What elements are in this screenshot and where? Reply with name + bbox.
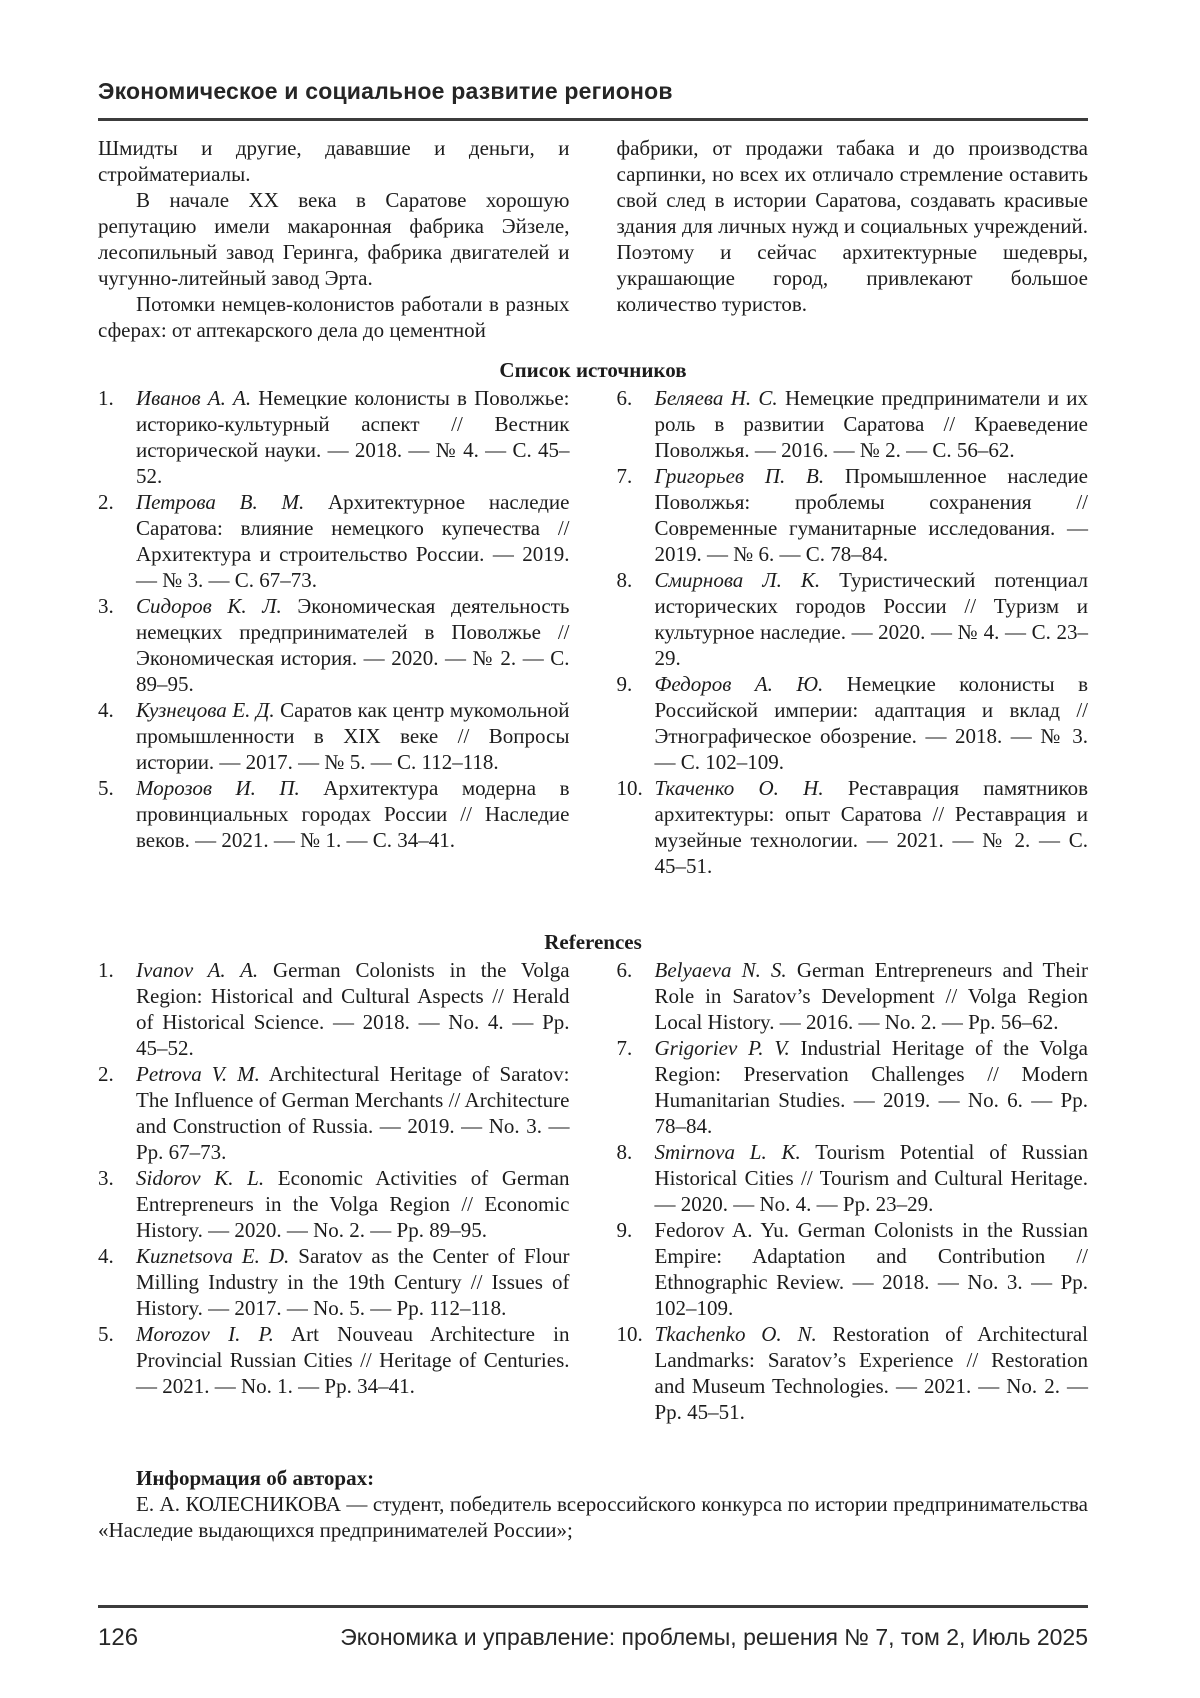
reference-number: 5. — [98, 1322, 114, 1346]
reference-body — [655, 775, 1089, 879]
reference-text: Немецкие предприниматели и их роль в развитии Саратова // Краеведение Поволжья. — 2016. — № 2. — С. 56–62. — [654, 386, 1088, 462]
reference-author: Petrova V. M. — [136, 1062, 260, 1086]
reference-item — [617, 957, 1089, 1035]
footer-rule — [98, 1605, 1088, 1608]
reference-author: Smirnova L. K. — [654, 1140, 801, 1164]
reference-author: Ivanov A. A. — [136, 958, 259, 982]
reference-body — [136, 775, 570, 853]
reference-text: German Entrepreneurs and Their Role in Saratov’s Development // Volga Region Local History. — 2016. — No. 2. — Pp. 56–62. — [654, 958, 1088, 1034]
reference-number: 1. — [98, 958, 114, 982]
references-list — [98, 957, 1088, 1425]
journal-title: Экономика и управление: проблемы, решения № 7, том 2, Июль 2025 — [340, 1624, 1088, 1650]
paragraph: фабрики, от продажи табака и до производства сарпинки, но всех их отличало стремление оставить свой след в истории Саратова, создавать красивые здания для личных нужд и социальных учреждений. Поэтому и сейчас архитектурные шедевры, украшающие город, привлекают большое количество туристов. — [616, 136, 1088, 316]
reference-author: Grigoriev P. V. — [654, 1036, 790, 1060]
reference-text: Немецкие колонисты в Российской империи: адаптация и вклад // Этнографическое обозрение. — 2018. — № 3. — С. 102–109. — [654, 672, 1089, 774]
authors-info-text: Е. А. КОЛЕСНИКОВА — студент, победитель всероссийского конкурса по истории предпринимательства «Наследие выдающихся предпринимателей России»; — [98, 1492, 1088, 1542]
reference-body — [136, 957, 570, 1061]
reference-body — [655, 1321, 1089, 1425]
reference-author: Fedorov A. Yu. — [654, 1218, 789, 1242]
reference-text: Economic Activities of German Entrepreneurs in the Volga Region // Economic History. — 2020. — No. 2. — Pp. 89–95. — [136, 1166, 570, 1242]
reference-author: Морозов И. П. — [136, 776, 300, 800]
reference-item — [98, 1165, 570, 1243]
reference-item — [617, 671, 1089, 775]
sources-left-column — [98, 385, 570, 853]
reference-item — [617, 463, 1089, 567]
reference-body — [655, 463, 1089, 567]
reference-item — [617, 567, 1089, 671]
reference-text: Саратов как центр мукомольной промышленности в XIX веке // Вопросы истории. — 2017. — № 5. — С. 112–118. — [136, 698, 570, 774]
reference-author: Смирнова Л. К. — [654, 568, 821, 592]
reference-author: Belyaeva N. S. — [654, 958, 787, 982]
reference-author: Tkachenko O. N. — [654, 1322, 817, 1346]
reference-item — [617, 1035, 1089, 1139]
reference-item — [98, 1061, 570, 1165]
reference-body — [136, 385, 570, 489]
sources-right-column — [617, 385, 1089, 879]
reference-text: German Colonists in the Volga Region: Historical and Cultural Aspects // Herald of Historical Science. — 2018. — No. 4. — Pp. 45–52. — [136, 958, 570, 1060]
page-number: 126 — [98, 1624, 139, 1651]
reference-item — [98, 489, 570, 593]
reference-number: 7. — [616, 1036, 633, 1060]
reference-author: Григорьев П. В. — [654, 464, 825, 488]
reference-text: Архитектура модерна в провинциальных городах России // Наследие веков. — 2021. — № 1. — С. 34–41. — [136, 776, 570, 852]
reference-item — [617, 1139, 1089, 1217]
reference-number: 10. — [616, 1322, 643, 1346]
reference-number: 8. — [616, 568, 633, 592]
reference-author: Kuznetsova E. D. — [136, 1244, 290, 1268]
reference-item — [98, 957, 570, 1061]
reference-text: Промышленное наследие Поволжья: проблемы сохранения // Современные гуманитарные исследования. — 2019. — № 6. — С. 78–84. — [654, 464, 1089, 566]
reference-body — [136, 1243, 570, 1321]
paragraph: Потомки немцев-колонистов работали в разных сферах: от аптекарского дела до цементной — [98, 292, 570, 342]
reference-body — [655, 1035, 1089, 1139]
reference-item — [98, 697, 570, 775]
reference-author: Кузнецова Е. Д. — [136, 698, 275, 722]
intro-left-column — [98, 135, 570, 343]
reference-text: Немецкие колонисты в Поволжье: историко-культурный аспект // Вестник исторической науки. — 2018. — № 4. — С. 45–52. — [136, 386, 570, 488]
reference-author: Петрова В. М. — [136, 490, 305, 514]
reference-body — [655, 957, 1089, 1035]
reference-body — [136, 697, 570, 775]
references-right-column — [617, 957, 1089, 1425]
reference-body — [655, 567, 1089, 671]
reference-number: 3. — [98, 594, 114, 618]
reference-number: 4. — [98, 698, 114, 722]
reference-author: Сидоров К. Л. — [136, 594, 282, 618]
reference-item — [98, 775, 570, 853]
reference-number: 9. — [616, 672, 633, 696]
reference-item — [98, 1321, 570, 1399]
reference-item — [617, 1217, 1089, 1321]
reference-number: 4. — [98, 1244, 114, 1268]
paragraph: В начале XX века в Саратове хорошую репутацию имели макаронная фабрика Эйзеле, лесопильный завод Геринга, фабрика двигателей и чугунно-литейный завод Эрта. — [98, 188, 570, 290]
reference-number: 8. — [616, 1140, 633, 1164]
reference-item — [617, 385, 1089, 463]
reference-text: Архитектурное наследие Саратова: влияние немецкого купечества // Архитектура и строительство России. — 2019. — № 3. — С. 67–73. — [136, 490, 570, 592]
reference-author: Morozov I. P. — [136, 1322, 274, 1346]
reference-text: Экономическая деятельность немецких предпринимателей в Поволжье // Экономическая история. — 2020. — № 2. — С. 89–95. — [136, 594, 570, 696]
paragraph: Шмидты и другие, дававшие и деньги, и стройматериалы. — [98, 136, 570, 186]
reference-text: Saratov as the Center of Flour Milling Industry in the 19th Century // Issues of History. — 2017. — No. 5. — Pp. 112–118. — [136, 1244, 570, 1320]
authors-info-section — [98, 1465, 1088, 1543]
reference-author: Sidorov K. L. — [136, 1166, 265, 1190]
reference-number: 9. — [616, 1218, 633, 1242]
reference-body — [136, 1321, 570, 1399]
reference-body — [136, 593, 570, 697]
reference-body — [655, 1139, 1089, 1217]
reference-text: Industrial Heritage of the Volga Region: Preservation Challenges // Modern Humanitarian Studies. — 2019. — No. 6. — Pp. 78–84. — [654, 1036, 1089, 1138]
reference-text: Tourism Potential of Russian Historical Cities // Tourism and Cultural Heritage. — 2020. — No. 4. — Pp. 23–29. — [654, 1140, 1089, 1216]
reference-item — [617, 775, 1089, 879]
reference-number: 6. — [616, 958, 633, 982]
reference-item — [98, 385, 570, 489]
header-rule — [98, 118, 1088, 121]
reference-number: 7. — [616, 464, 633, 488]
running-head: Экономическое и социальное развитие регионов — [98, 78, 673, 104]
reference-author: Федоров А. Ю. — [654, 672, 824, 696]
reference-item — [98, 593, 570, 697]
references-left-column — [98, 957, 570, 1399]
references-heading: References — [544, 930, 642, 954]
reference-author: Иванов А. А. — [136, 386, 252, 410]
reference-text: Art Nouveau Architecture in Provincial Russian Cities // Heritage of Centuries. — 2021. — No. 1. — Pp. 34–41. — [136, 1322, 570, 1398]
page-footer — [98, 1624, 1088, 1651]
reference-body — [655, 1217, 1089, 1321]
intro-text — [98, 135, 1088, 343]
reference-number: 10. — [616, 776, 643, 800]
sources-list — [98, 385, 1088, 879]
reference-number: 3. — [98, 1166, 114, 1190]
sources-heading: Список источников — [499, 358, 687, 382]
reference-text: Реставрация памятников архитектуры: опыт Саратова // Реставрация и музейные технологии. — 2021. — № 2. — С. 45–51. — [654, 776, 1089, 878]
reference-number: 1. — [98, 386, 114, 410]
reference-text: German Colonists in the Russian Empire: Adaptation and Contribution // Ethnographic Review. — 2018. — No. 3. — Pp. 102–109. — [654, 1218, 1089, 1320]
reference-author: Ткаченко О. Н. — [654, 776, 824, 800]
reference-text: Туристический потенциал исторических городов России // Туризм и культурное наследие. — 2020. — № 4. — С. 23–29. — [654, 568, 1089, 670]
reference-number: 5. — [98, 776, 114, 800]
reference-text: Architectural Heritage of Saratov: The Influence of German Merchants // Architecture and Construction of Russia. — 2019. — No. 3. — Pp. 67–73. — [136, 1062, 570, 1164]
reference-item — [98, 1243, 570, 1321]
reference-body — [136, 1165, 570, 1243]
reference-number: 2. — [98, 490, 114, 514]
intro-right-column — [617, 135, 1089, 343]
reference-number: 6. — [616, 386, 633, 410]
reference-number: 2. — [98, 1062, 114, 1086]
reference-item — [617, 1321, 1089, 1425]
reference-text: Restoration of Architectural Landmarks: Saratov’s Experience // Restoration and Museum Technologies. — 2021. — No. 2. — Pp. 45–51. — [654, 1322, 1089, 1424]
authors-info-heading: Информация об авторах: — [136, 1466, 375, 1490]
reference-body — [136, 1061, 570, 1165]
reference-body — [655, 385, 1089, 463]
reference-body — [655, 671, 1089, 775]
reference-author: Беляева Н. С. — [654, 386, 778, 410]
reference-body — [136, 489, 570, 593]
